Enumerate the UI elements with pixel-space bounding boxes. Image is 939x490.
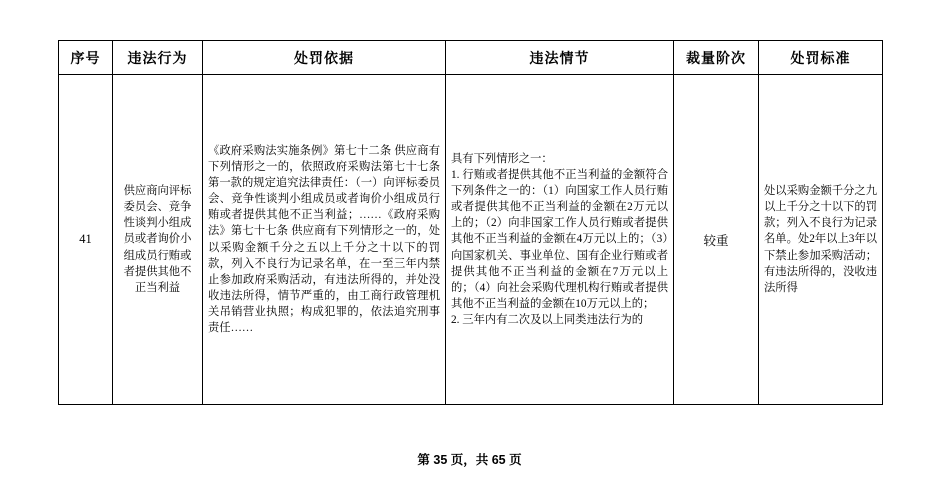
cell-violation-circumstance: 具有下列情形之一： 1. 行贿或者提供其他不正当利益的金额符合下列条件之一的：（1）向国家工作人员行贿或者提供其他不正当利益的金额在2万元以上的；（2）向非国家工作人员行贿或者提供其他不正当利益的金额在4万元以上的；（3）向国家机关、事业单位、国有企业行贿或者提供其他不正当利益的金额在7万元以上的；（4）向社会采购代理机构行贿或者提供其他不正当利益的金额在10万元以上的； 2. 三年内有二次及以上同类违法行为的: [446, 75, 674, 405]
column-header-penalty-basis: 处罚依据: [203, 41, 446, 75]
cell-discretion-level: 较重: [674, 75, 759, 405]
penalty-table-container: [58, 40, 882, 405]
table-header: [59, 41, 883, 75]
table-body: [59, 75, 883, 405]
column-header-violation-circumstance: 违法情节: [446, 41, 674, 75]
cell-seq: 41: [59, 75, 113, 405]
column-header-discretion-level: 裁量阶次: [674, 41, 759, 75]
cell-violation-act: 供应商向评标委员会、竞争性谈判小组成员或者询价小组成员行贿或者提供其他不正当利益: [113, 75, 203, 405]
column-header-seq: 序号: [59, 41, 113, 75]
cell-penalty-standard: 处以采购金额千分之九以上千分之十以下的罚款；列入不良行为记录名单。处2年以上3年以下禁止参加采购活动；有违法所得的，没收违法所得: [759, 75, 883, 405]
penalty-table: [58, 40, 883, 405]
column-header-penalty-standard: 处罚标准: [759, 41, 883, 75]
table-header-row: [59, 41, 883, 75]
column-header-violation-act: 违法行为: [113, 41, 203, 75]
table-row: [59, 75, 883, 405]
cell-penalty-basis: 《政府采购法实施条例》第七十二条 供应商有下列情形之一的，依照政府采购法第七十七条第一款的规定追究法律责任：（一）向评标委员会、竞争性谈判小组成员或者询价小组成员行贿或者提供其他不正当利益；……《政府采购法》第七十七条 供应商有下列情形之一的，处以采购金额千分之五以上千分之十以下的罚款，列入不良行为记录名单，在一至三年内禁止参加政府采购活动，有违法所得的，并处没收违法所得，情节严重的，由工商行政管理机关吊销营业执照；构成犯罪的，依法追究刑事责任……: [203, 75, 446, 405]
page-footer: 第 35 页，共 65 页: [417, 453, 522, 467]
